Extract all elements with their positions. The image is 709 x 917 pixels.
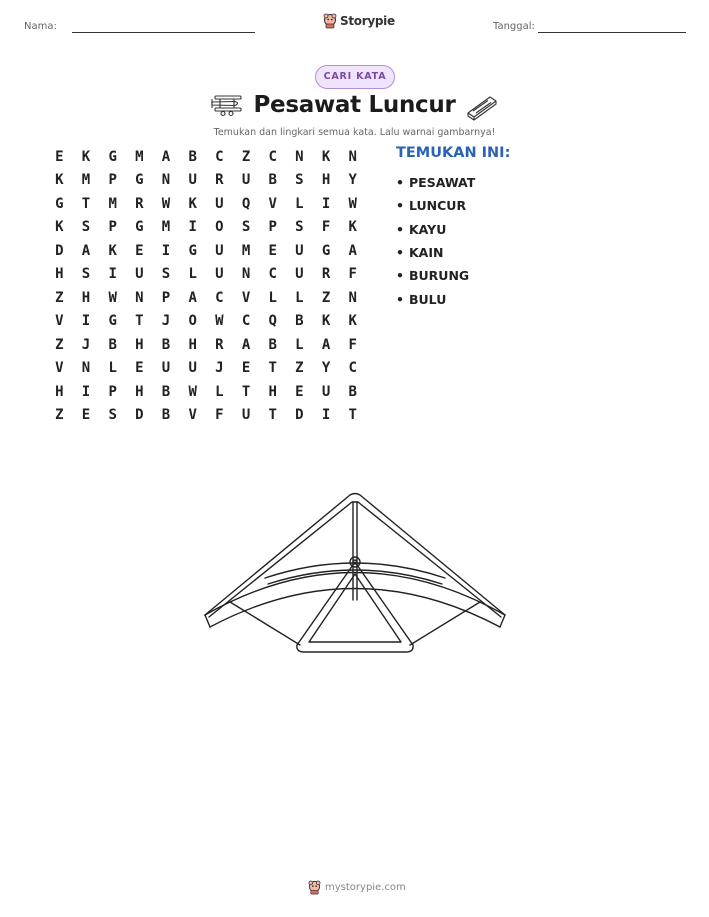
grid-letter[interactable]: D [135, 407, 144, 424]
grid-letter[interactable]: Q [268, 313, 277, 330]
grid-letter[interactable]: K [81, 148, 91, 165]
grid-letter[interactable]: R [215, 172, 224, 189]
grid-letter[interactable]: N [295, 148, 304, 165]
grid-letter[interactable]: L [108, 360, 117, 377]
grid-letter[interactable]: R [135, 195, 144, 212]
grid-letter[interactable]: F [348, 266, 357, 283]
grid-letter[interactable]: R [215, 336, 224, 353]
word-label: BULU [409, 291, 447, 307]
date-input-line[interactable] [538, 32, 686, 33]
grid-letter[interactable]: G [108, 313, 117, 330]
grid-letter[interactable]: G [188, 242, 197, 259]
grid-letter[interactable]: B [268, 172, 277, 189]
word-search-grid [46, 145, 366, 427]
word-label: KAYU [409, 221, 447, 237]
grid-letter[interactable]: N [348, 148, 357, 165]
word-label: BURUNG [409, 268, 470, 284]
words-list [396, 171, 475, 311]
grid-letter[interactable]: T [81, 195, 91, 212]
grid-letter[interactable]: Y [348, 172, 357, 189]
grid-letter[interactable]: H [81, 289, 91, 306]
grid-row [46, 192, 366, 216]
words-panel-title: TEMUKAN INI: [396, 145, 511, 161]
grid-letter[interactable]: C [215, 289, 224, 306]
brand-name: Storypie [340, 14, 395, 28]
grid-letter[interactable]: K [188, 195, 197, 212]
grid-letter[interactable]: A [321, 336, 331, 353]
category-badge: CARI KATA [315, 65, 395, 89]
grid-letter[interactable]: T [241, 383, 251, 400]
grid-letter[interactable]: M [81, 172, 91, 189]
grid-letter[interactable]: B [161, 383, 171, 400]
grid-letter[interactable]: S [81, 266, 91, 283]
grid-letter[interactable]: A [188, 289, 197, 306]
grid-letter[interactable]: S [108, 407, 117, 424]
grid-letter[interactable]: D [55, 242, 64, 259]
grid-letter[interactable]: C [268, 266, 277, 283]
grid-row [46, 216, 366, 240]
grid-letter[interactable]: W [215, 313, 224, 330]
grid-letter[interactable]: V [188, 407, 197, 424]
grid-letter[interactable]: L [295, 336, 304, 353]
name-label: Nama: [24, 21, 57, 32]
storypie-logo-icon [323, 13, 337, 29]
grid-letter[interactable]: I [108, 266, 117, 283]
grid-letter[interactable]: P [161, 289, 171, 306]
grid-letter[interactable]: H [55, 383, 64, 400]
grid-letter[interactable]: K [321, 148, 331, 165]
word-item [396, 194, 475, 217]
grid-letter[interactable]: E [135, 360, 144, 377]
grid-row [46, 145, 366, 169]
grid-row [46, 310, 366, 334]
wood-plank-icon [466, 93, 498, 121]
grid-letter[interactable]: S [161, 266, 171, 283]
grid-letter[interactable]: M [135, 148, 144, 165]
grid-letter[interactable]: W [161, 195, 171, 212]
hang-glider-illustration [200, 490, 510, 660]
grid-letter[interactable]: P [268, 219, 277, 236]
grid-letter[interactable]: I [161, 242, 171, 259]
grid-letter[interactable]: G [135, 172, 144, 189]
grid-letter[interactable]: E [81, 407, 91, 424]
grid-letter[interactable]: B [161, 407, 171, 424]
instructions-text: Temukan dan lingkari semua kata. Lalu warnai gambarnya! [213, 127, 496, 138]
grid-letter[interactable]: A [348, 242, 357, 259]
grid-letter[interactable]: D [295, 407, 304, 424]
grid-letter[interactable]: H [135, 383, 144, 400]
grid-letter[interactable]: B [108, 336, 117, 353]
word-label: KAIN [409, 245, 444, 261]
grid-letter[interactable]: T [268, 407, 277, 424]
grid-letter[interactable]: P [108, 219, 117, 236]
grid-letter[interactable]: S [81, 219, 91, 236]
grid-letter[interactable]: C [241, 313, 251, 330]
grid-letter[interactable]: K [321, 313, 331, 330]
grid-letter[interactable]: A [161, 148, 171, 165]
grid-letter[interactable]: S [241, 219, 251, 236]
grid-letter[interactable]: F [215, 407, 224, 424]
word-item [396, 264, 475, 287]
grid-letter[interactable]: V [55, 313, 64, 330]
grid-letter[interactable]: G [108, 148, 117, 165]
grid-letter[interactable]: B [348, 383, 357, 400]
grid-row [46, 333, 366, 357]
page-title: Pesawat Luncur [253, 92, 456, 118]
bullet: • [396, 221, 404, 237]
grid-letter[interactable]: N [135, 289, 144, 306]
grid-letter[interactable]: E [135, 242, 144, 259]
grid-letter[interactable]: W [108, 289, 117, 306]
grid-letter[interactable]: U [188, 360, 197, 377]
grid-letter[interactable]: Y [321, 360, 331, 377]
word-item [396, 287, 475, 310]
grid-letter[interactable]: T [135, 313, 144, 330]
grid-letter[interactable]: B [268, 336, 277, 353]
bullet: • [396, 175, 404, 191]
grid-letter[interactable]: N [161, 172, 171, 189]
grid-row [46, 263, 366, 287]
grid-letter[interactable]: T [348, 407, 357, 424]
grid-letter[interactable]: I [321, 407, 331, 424]
grid-letter[interactable]: A [241, 336, 251, 353]
grid-letter[interactable]: U [135, 266, 144, 283]
word-label: LUNCUR [409, 198, 467, 214]
date-label: Tanggal: [493, 21, 535, 32]
grid-letter[interactable]: H [268, 383, 277, 400]
grid-letter[interactable]: R [321, 266, 331, 283]
grid-letter[interactable]: H [135, 336, 144, 353]
grid-letter[interactable]: Z [241, 148, 251, 165]
grid-letter[interactable]: U [295, 266, 304, 283]
grid-letter[interactable]: G [55, 195, 64, 212]
grid-letter[interactable]: I [81, 313, 91, 330]
grid-letter[interactable]: W [188, 383, 197, 400]
grid-letter[interactable]: K [348, 219, 357, 236]
grid-letter[interactable]: P [108, 383, 117, 400]
grid-letter[interactable]: B [161, 336, 171, 353]
grid-letter[interactable]: L [188, 266, 197, 283]
grid-letter[interactable]: J [215, 360, 224, 377]
grid-letter[interactable]: W [348, 195, 357, 212]
grid-letter[interactable]: B [188, 148, 197, 165]
grid-letter[interactable]: C [268, 148, 277, 165]
grid-letter[interactable]: S [295, 172, 304, 189]
grid-row [46, 286, 366, 310]
grid-letter[interactable]: U [188, 172, 197, 189]
grid-letter[interactable]: Z [295, 360, 304, 377]
grid-letter[interactable]: T [268, 360, 277, 377]
grid-letter[interactable]: F [321, 219, 331, 236]
grid-letter[interactable]: N [81, 360, 91, 377]
grid-letter[interactable]: K [55, 219, 64, 236]
grid-letter[interactable]: Q [241, 195, 251, 212]
grid-letter[interactable]: Z [55, 407, 64, 424]
footer [308, 880, 406, 895]
bullet: • [396, 268, 404, 284]
grid-letter[interactable]: F [348, 336, 357, 353]
word-label: PESAWAT [409, 175, 476, 191]
name-input-line[interactable] [72, 32, 255, 33]
grid-row [46, 404, 366, 428]
grid-letter[interactable]: O [188, 313, 197, 330]
word-item [396, 171, 475, 194]
grid-letter[interactable]: E [55, 148, 64, 165]
bullet: • [396, 245, 404, 261]
grid-letter[interactable]: U [241, 172, 251, 189]
grid-letter[interactable]: U [215, 242, 224, 259]
grid-letter[interactable]: K [108, 242, 117, 259]
grid-letter[interactable]: C [348, 360, 357, 377]
grid-letter[interactable]: V [55, 360, 64, 377]
grid-letter[interactable]: U [295, 242, 304, 259]
word-item [396, 241, 475, 264]
grid-letter[interactable]: U [215, 195, 224, 212]
grid-row [46, 169, 366, 193]
grid-letter[interactable]: M [241, 242, 251, 259]
grid-letter[interactable]: V [268, 195, 277, 212]
grid-letter[interactable]: A [81, 242, 91, 259]
grid-letter[interactable]: O [215, 219, 224, 236]
bullet: • [396, 198, 404, 214]
grid-letter[interactable]: N [348, 289, 357, 306]
grid-row [46, 380, 366, 404]
grid-row [46, 357, 366, 381]
grid-letter[interactable]: G [135, 219, 144, 236]
grid-letter[interactable]: S [295, 219, 304, 236]
grid-letter[interactable]: Z [55, 289, 64, 306]
grid-letter[interactable]: U [321, 383, 331, 400]
grid-letter[interactable]: I [81, 383, 91, 400]
grid-letter[interactable]: H [321, 172, 331, 189]
grid-row [46, 239, 366, 263]
grid-letter[interactable]: B [295, 313, 304, 330]
grid-letter[interactable]: U [241, 407, 251, 424]
grid-letter[interactable]: K [55, 172, 64, 189]
storypie-logo-icon [308, 880, 321, 895]
grid-letter[interactable]: Z [55, 336, 64, 353]
brand-logo [323, 13, 395, 29]
footer-url[interactable]: mystorypie.com [325, 882, 406, 893]
grid-letter[interactable]: P [108, 172, 117, 189]
grid-letter[interactable]: H [55, 266, 64, 283]
grid-letter[interactable]: J [81, 336, 91, 353]
grid-letter[interactable]: N [241, 266, 251, 283]
word-item [396, 218, 475, 241]
grid-letter[interactable]: V [241, 289, 251, 306]
grid-letter[interactable]: C [215, 148, 224, 165]
grid-letter[interactable]: L [295, 195, 304, 212]
grid-letter[interactable]: E [295, 383, 304, 400]
grid-letter[interactable]: J [161, 313, 171, 330]
grid-letter[interactable]: U [215, 266, 224, 283]
bullet: • [396, 291, 404, 307]
grid-letter[interactable]: H [188, 336, 197, 353]
grid-letter[interactable]: E [241, 360, 251, 377]
grid-letter[interactable]: M [108, 195, 117, 212]
grid-letter[interactable]: I [321, 195, 331, 212]
grid-letter[interactable]: L [295, 289, 304, 306]
grid-letter[interactable]: U [161, 360, 171, 377]
grid-letter[interactable]: I [188, 219, 197, 236]
grid-letter[interactable]: K [348, 313, 357, 330]
grid-letter[interactable]: L [215, 383, 224, 400]
grid-letter[interactable]: L [268, 289, 277, 306]
grid-letter[interactable]: E [268, 242, 277, 259]
grid-letter[interactable]: M [161, 219, 171, 236]
grid-letter[interactable]: G [321, 242, 331, 259]
grid-letter[interactable]: Z [321, 289, 331, 306]
